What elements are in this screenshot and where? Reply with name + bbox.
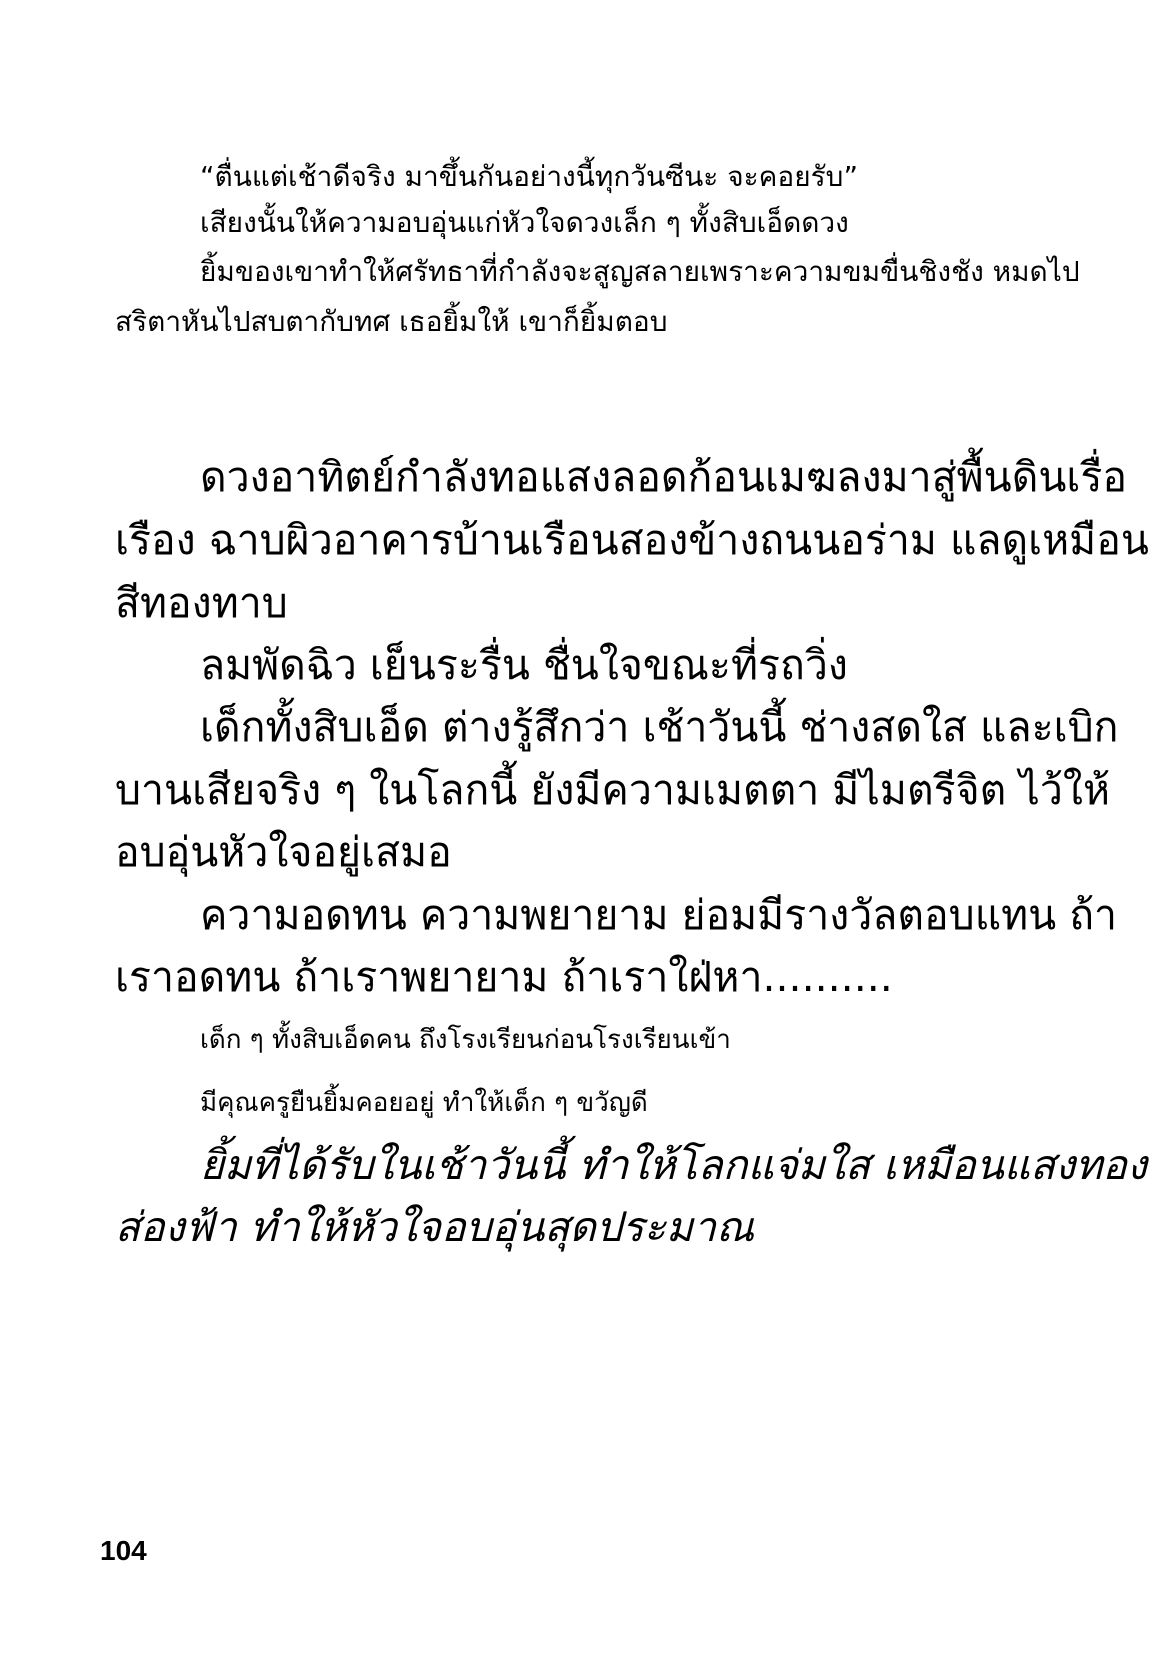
body-p3-line-2: บานเสียจริง ๆ ในโลกนี้ ยังมีความเมตตา มีไมตรีจิต ไว้ให้ — [115, 766, 1110, 814]
page-number: 104 — [100, 1535, 147, 1566]
body-p1-line-2: เรือง ฉาบผิวอาคารบ้านเรือนสองข้างถนนอร่าม แลดูเหมือน — [115, 516, 1149, 564]
body-p4-line-2: เราอดทน ถ้าเราพยายาม ถ้าเราใฝ่หา.......... — [115, 953, 893, 1001]
intro-line-2: เสียงนั้นให้ความอบอุ่นแก่หัวใจดวงเล็ก ๆ ทั้งสิบเอ็ดดวง — [200, 206, 849, 239]
body-p4-line-1: ความอดทน ความพยายาม ย่อมมีรางวัลตอบแทน ถ้า — [200, 891, 1118, 939]
body-p1-line-3: สีทองทาบ — [115, 579, 288, 627]
middle-line-2: มีคุณครูยืนยิ้มคอยอยู่ ทำให้เด็ก ๆ ขวัญดี — [200, 1088, 648, 1118]
body-p2-line-1: ลมพัดฉิว เย็นระรื่น ชื่นใจขณะที่รถวิ่ง — [200, 641, 848, 689]
closing-line-2: ส่องฟ้า ทำให้หัวใจอบอุ่นสุดประมาณ — [115, 1203, 755, 1251]
body-p3-line-1: เด็กทั้งสิบเอ็ด ต่างรู้สึกว่า เช้าวันนี้ ช่างสดใส และเบิก — [200, 703, 1119, 751]
intro-line-1: “ตื่นแต่เช้าดีจริง มาขึ้นกันอย่างนี้ทุกวันซีนะ จะคอยรับ” — [200, 160, 858, 193]
body-p1-line-1: ดวงอาทิตย์กำลังทอแสงลอดก้อนเมฆลงมาสู่พื้นดินเรื่อ — [200, 453, 1128, 501]
closing-line-1: ยิ้มที่ได้รับในเช้าวันนี้ ทำให้โลกแจ่มใส เหมือนแสงทอง — [200, 1141, 1147, 1189]
body-p3-line-3: อบอุ่นหัวใจอยู่เสมอ — [115, 828, 452, 876]
middle-line-1: เด็ก ๆ ทั้งสิบเอ็ดคน ถึงโรงเรียนก่อนโรงเรียนเข้า — [200, 1025, 731, 1055]
intro-line-4: สริตาหันไปสบตากับทศ เธอยิ้มให้ เขาก็ยิ้มตอบ — [115, 305, 668, 338]
intro-line-3: ยิ้มของเขาทำให้ศรัทธาที่กำลังจะสูญสลายเพราะความขมขื่นชิงชัง หมดไป — [200, 255, 1080, 288]
